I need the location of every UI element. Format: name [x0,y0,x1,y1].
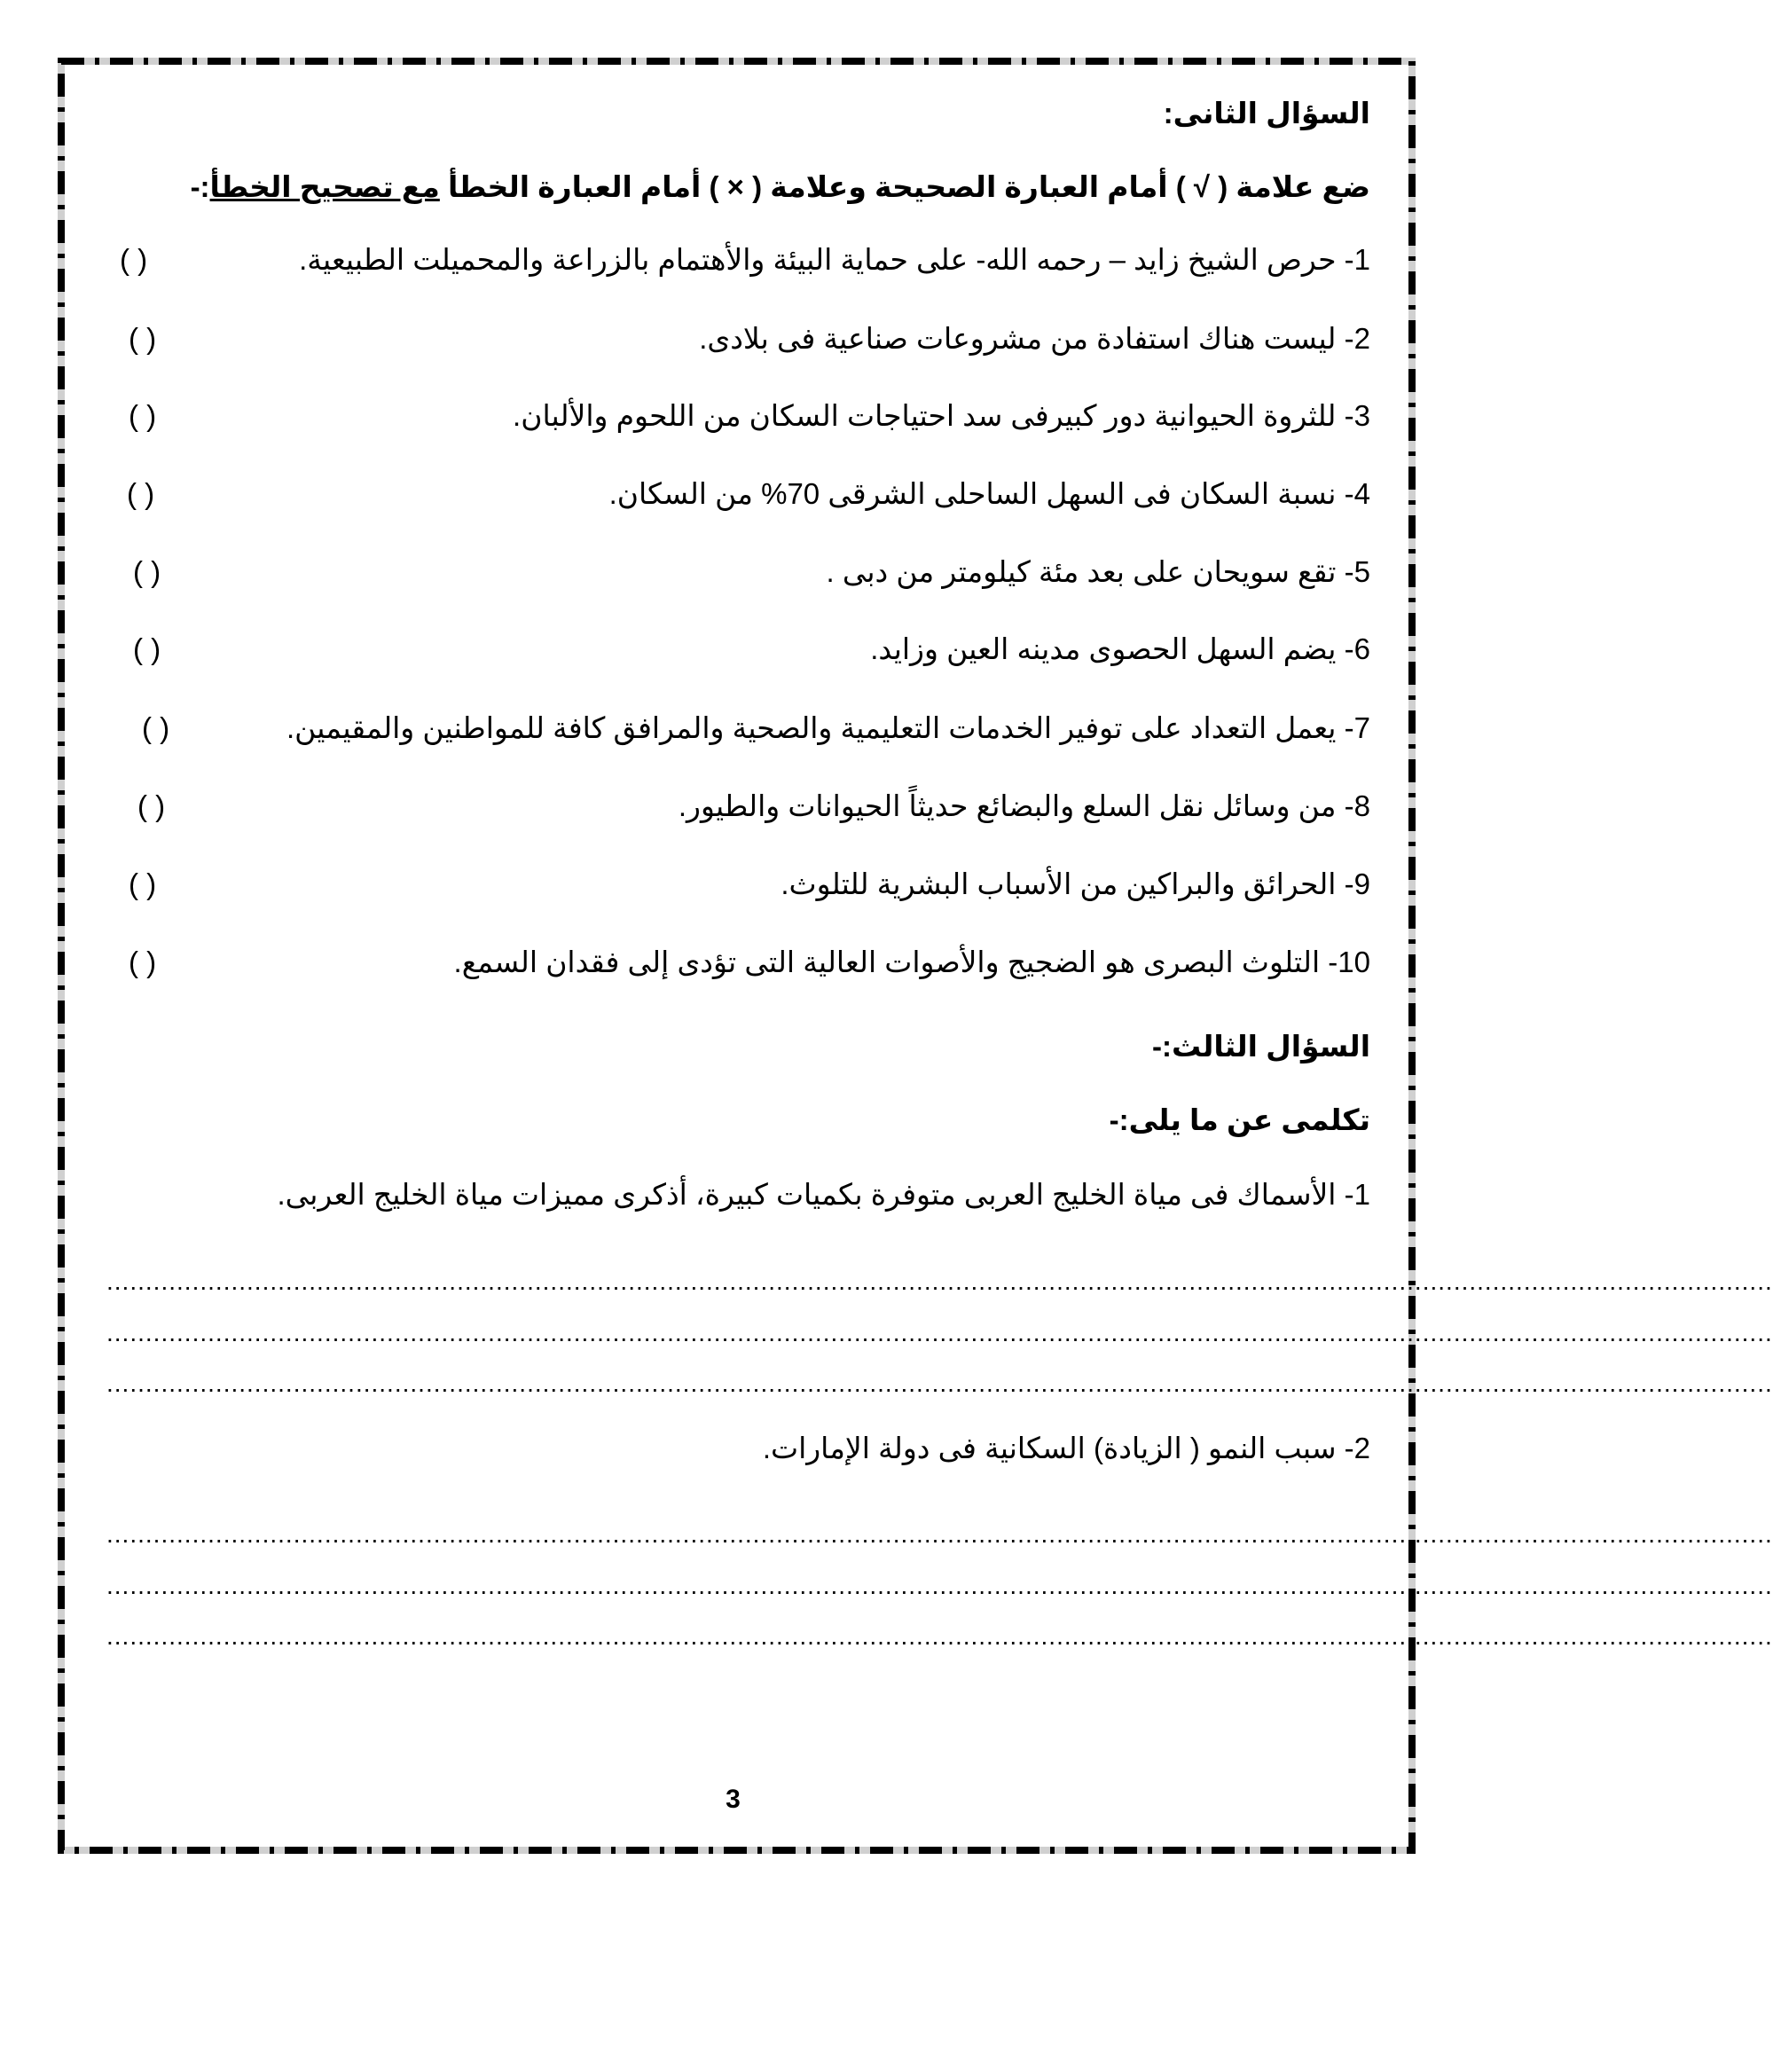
answer-line[interactable]: ...................................................................................................................................................................................................................... [106,1370,1773,1397]
answer-parentheses[interactable]: ( ) [137,789,166,822]
statement-text: 2- ليست هناك استفادة من مشروعات صناعية فى بلادى. [699,322,1370,355]
statement-text: 8- من وسائل نقل السلع والبضائع حديثاً الحيوانات والطيور. [678,789,1370,822]
answer-parentheses[interactable]: ( ) [133,555,161,588]
answer-line[interactable]: ...................................................................................................................................................................................................................... [106,1520,1773,1548]
statement-item [106,476,1370,512]
section2-title: السؤال الثانى: [1163,97,1370,130]
answer-parentheses[interactable]: ( ) [129,946,157,978]
statement-item [106,632,1370,667]
answer-parentheses[interactable]: ( ) [129,399,157,432]
statement-text: 5- تقع سويحان على بعد مئة كيلومتر من دبى . [826,555,1370,588]
answer-parentheses[interactable]: ( ) [127,477,155,510]
statement-item [106,710,1370,746]
answer-parentheses[interactable]: ( ) [129,322,157,355]
section3-instruction: تكلمى عن ما يلى:- [1109,1103,1370,1136]
section3-question-2: 2- سبب النمو ( الزيادة) السكانية فى دولة الإمارات. [762,1432,1370,1464]
answer-line[interactable]: ...................................................................................................................................................................................................................... [106,1622,1773,1650]
answer-parentheses[interactable]: ( ) [129,867,157,900]
section3-title: السؤال الثالث:- [1152,1030,1370,1063]
section3-question-1: 1- الأسماك فى مياة الخليج العربى متوفرة بكميات كبيرة، أذكرى مميزات مياة الخليج العربى. [277,1178,1370,1211]
answer-parentheses[interactable]: ( ) [120,243,148,276]
statement-item [106,789,1370,824]
statement-item [106,398,1370,434]
statement-text: 10- التلوث البصرى هو الضجيج والأصوات العالية التى تؤدى إلى فقدان السمع. [453,946,1370,978]
statement-text: 3- للثروة الحيوانية دور كبيرفى سد احتياجات السكان من اللحوم والألبان. [513,399,1370,432]
statement-item [106,867,1370,902]
statement-item [106,242,1370,278]
statement-item [106,554,1370,590]
statement-text: 4- نسبة السكان فى السهل الساحلى الشرقى 70% من السكان. [608,477,1370,510]
statement-text: 9- الحرائق والبراكين من الأسباب البشرية للتلوث. [781,867,1370,900]
statement-item [106,945,1370,980]
answer-line[interactable]: ...................................................................................................................................................................................................................... [106,1319,1773,1346]
statement-text: 6- يضم السهل الحصوى مدينه العين وزايد. [870,632,1370,665]
section2-instruction: ضع علامة ( √ ) أمام العبارة الصحيحة وعلامة ( × ) أمام العبارة الخطأ مع تصحيح الخطأ:- [190,170,1370,203]
statement-text: 7- يعمل التعداد على توفير الخدمات التعليمية والصحية والمرافق كافة للمواطنين والمقيمين. [286,711,1370,744]
answer-parentheses[interactable]: ( ) [133,632,161,665]
page-number: 3 [726,1785,741,1814]
statement-text: 1- حرص الشيخ زايد – رحمه الله- على حماية البيئة والأهتمام بالزراعة والمحميلت الطبيعية. [299,243,1370,276]
answer-line[interactable]: ...................................................................................................................................................................................................................... [106,1572,1773,1599]
statement-item [106,321,1370,357]
answer-parentheses[interactable]: ( ) [142,711,170,744]
answer-line[interactable]: ...................................................................................................................................................................................................................... [106,1268,1773,1295]
